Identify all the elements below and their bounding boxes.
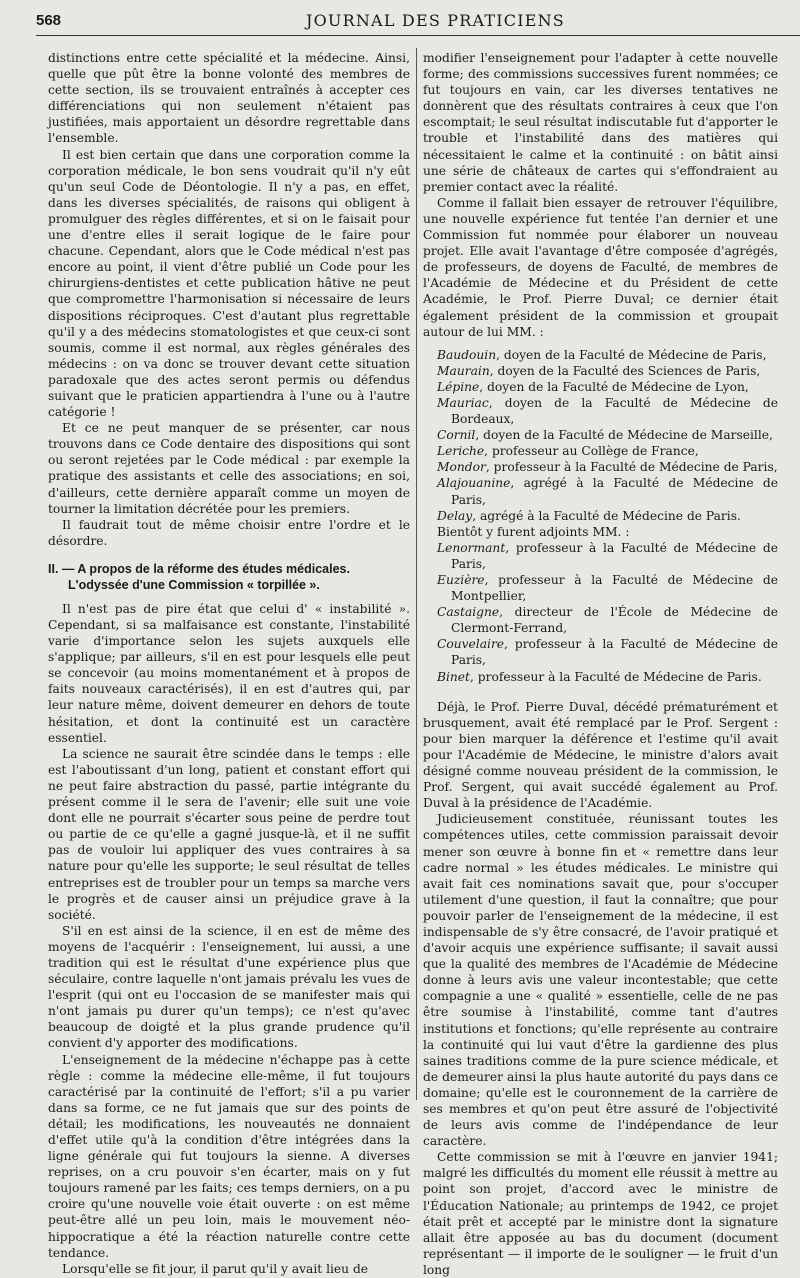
paragraph: Lorsqu'elle se fit jour, il parut qu'il y avait lieu de <box>62 1261 369 1276</box>
paragraph: Et ce ne peut manquer de se présenter, car nous trouvons dans ce Code dentaire des dispositions qui sont ou seront rejetées par le Code médical : par exemple la pratique des assistants et celle des associations; en soi, d'ailleurs, cette dernière apparaît comme un moyen de tourner la limitation décrétée pour les premiers. <box>48 421 410 516</box>
member-title: , agrégé à la Faculté de Médecine de Paris. <box>472 508 741 523</box>
member-title: , professeur à la Faculté de Médecine de Montpellier, <box>451 573 778 604</box>
paragraph: Comme il fallait bien essayer de retrouver l'équilibre, une nouvelle expérience fut tentée l'an dernier et une Commission fut nommée pour élaborer un nouveau projet. Elle avait l'avantage d'être composée d'agrégés, de professeurs, de doyens de Faculté, de membres de l'Académie de Médecine et du Président de cette Académie, le Prof. Pierre Duval; ce dernier était également président de la commission et groupait autour de lui MM. : <box>423 195 778 339</box>
member-entry <box>437 604 778 636</box>
member-title: , directeur de l'École de Médecine de Clermont-Ferrand, <box>451 605 778 636</box>
member-entry <box>437 427 778 443</box>
member-name: Euzière <box>437 573 485 587</box>
journal-title: JOURNAL DES PRATICIENS <box>306 11 565 30</box>
page-number: 568 <box>36 12 62 29</box>
member-name: Baudouin <box>437 347 497 362</box>
section-heading <box>48 561 410 593</box>
member-entry <box>437 508 778 524</box>
commission-members-list <box>437 347 778 685</box>
member-title: , professeur à la Faculté de Médecine de Paris. <box>469 669 762 684</box>
member-name: Lépine <box>437 379 480 394</box>
member-entry <box>437 363 778 379</box>
member-title: , doyen de la Faculté de Médecine de Lyon, <box>479 379 749 394</box>
member-title: , professeur à la Faculté de Médecine de Paris, <box>485 460 778 475</box>
added-members-intro: Bientôt y furent adjoints MM. : <box>437 524 630 539</box>
member-entry <box>437 636 778 668</box>
member-title: , doyen de la Faculté des Sciences de Paris, <box>489 363 761 378</box>
header-rule <box>36 35 800 36</box>
member-title: , professeur à la Faculté de Médecine de Paris, <box>451 637 778 668</box>
paragraph: S'il en est ainsi de la science, il en est de même des moyens de l'acquérir : l'enseignement, lui aussi, a une tradition qui est le résultat d'une expérience plus que séculaire, contre laquelle n'ont jamais prévalu les vues de l'esprit (qui ont eu l'occasion de se manifester mais qui n'ont jamais pu durer qu'un temps); ce n'est qu'avec beaucoup de doigté et la plus grande prudence qu'il convient d'y apporter des modifications. <box>48 923 410 1051</box>
page-header <box>36 8 800 38</box>
member-name: Lenormant <box>437 540 506 555</box>
paragraph: distinctions entre cette spécialité et la médecine. Ainsi, quelle que pût être la bonne volonté des membres de cette section, ils se trouvaient entraînés à accepter ces différenciations qui non seulement n'étaient pas justifiées, mais apportaient un désordre regrettable dans l'ensemble. <box>48 51 410 146</box>
spacer <box>423 689 778 699</box>
paragraph: Déjà, le Prof. Pierre Duval, décédé prématurément et brusquement, avait été remplacé par le Prof. Sergent : pour bien marquer la déférence et l'estime qu'il avait pour l'Académie de Médecine, le ministre d'alors avait désigné comme nouveau président de la commission, le Prof. Sergent, qui avait succédé également au Prof. Duval à la présidence de l'Académie. <box>423 699 778 811</box>
member-name: Castaigne <box>437 605 500 620</box>
section-heading-line-2: L'odyssée d'une Commission « torpillée ». <box>68 577 320 592</box>
paragraph: modifier l'enseignement pour l'adapter à cette nouvelle forme; des commissions successives furent nommées; ce fut toujours en vain, car les diverses tentatives ne donnèrent que des résultats contraires à ceux que l'on escomptait; le seul résultat indiscutable fut d'apporter le trouble et l'instabilité dans des matières qui nécessitaient le calme et la continuité : on bâtit ainsi une série de châteaux de cartes qui s'effondraient au premier contact avec la réalité. <box>423 51 778 194</box>
member-entry <box>437 443 778 459</box>
member-name: Couvelaire <box>437 637 505 652</box>
paragraph: L'enseignement de la médecine n'échappe pas à cette règle : comme la médecine elle-même, il fut toujours caractérisé par la continuité de l'effort; s'il a pu varier dans sa forme, ce ne fut jamais que sur des points de détail; les modifications, les nouveautés ne donnaient d'effet utile qu'à la condition d'être intégrées dans la ligne générale qui fut toujours la sienne. A diverses reprises, on a cru pouvoir s'en écarter, mais on y fut toujours ramené par les faits; ces temps derniers, on a pu croire qu'une nouvelle voie était ouverte : on est même peut-être allé un peu loin, mais le mouvement néo-hippocratique a été la réaction naturelle contre cette tendance. <box>48 1052 410 1260</box>
member-entry <box>437 347 778 363</box>
paragraph: Il faudrait tout de même choisir entre l'ordre et le désordre. <box>48 517 410 548</box>
member-name: Leriche <box>437 444 485 459</box>
paragraph: Il n'est pas de pire état que celui d' « instabilité ». Cependant, si sa malfaisance est constante, l'instabilité varie d'importance selon les sujets auxquels elle s'applique; par ailleurs, s'il en est pour lesquels elle peut se concevoir (au moins momentanément et à propos de faits nouveaux caractérisés), il en est d'autres qui, par leur nature même, doivent demeurer en dehors de toute hésitation, et dont la continuité est un caractère essentiel. <box>48 601 410 745</box>
left-column <box>48 50 410 1277</box>
member-name: Maurain <box>437 363 490 378</box>
member-entry <box>437 572 778 604</box>
section-heading-line-1: II. — A propos de la réforme des études médicales. <box>48 561 350 576</box>
member-name: Mondor <box>437 460 486 475</box>
paragraph: Cette commission se mit à l'œuvre en janvier 1941; malgré les difficultés du moment elle réussit à mettre au point son projet, d'accord avec le ministre de l'Éducation Nationale; au printemps de 1942, ce projet était prêt et accepté par le ministre dont la signature allait être apposée au bas du document (document représentant — il importe de le souligner — le fruit d'un long <box>423 1150 778 1277</box>
right-column <box>423 50 778 1278</box>
member-entry <box>437 395 778 427</box>
member-name: Delay <box>437 508 473 523</box>
member-name: Binet <box>437 669 470 684</box>
member-title: , professeur à la Faculté de Médecine de Paris, <box>451 540 778 571</box>
column-divider <box>416 48 417 1100</box>
member-entry <box>437 459 778 475</box>
member-name: Alajouanine <box>437 476 511 491</box>
member-name: Cornil <box>437 428 476 443</box>
member-title: , professeur au Collège de France, <box>484 444 699 459</box>
member-entry <box>437 540 778 572</box>
member-title: , doyen de la Faculté de Médecine de Bordeaux, <box>451 395 778 427</box>
member-entry <box>437 669 778 685</box>
member-entry <box>437 475 778 507</box>
paragraph: Il est bien certain que dans une corporation comme la corporation médicale, le bon sens voudrait qu'il n'y eût qu'un seul Code de Déontologie. Il n'y a pas, en effet, dans les diverses spécialités, de raisons qui obligent à promulguer des règles différentes, et si on le faisait pour une d'entre elles il serait logique de le faire pour chacune. Cependant, alors que le Code médical n'est pas encore au point, il vient d'être publié un Code pour les chirurgiens-dentistes et cette publication hâtive ne peut que compromettre l'harmonisation si nécessaire de leurs dispositions réciproques. C'est d'autant plus regrettable qu'il y a des médecins stomatologistes et que ceux-ci sont soumis, comme il est normal, aux règles générales des médecins : on va donc se trouver devant cette situation paradoxale que des actes seront permis ou défendus suivant que le praticien appartiendra à l'une ou à l'autre catégorie ! <box>48 147 410 420</box>
member-title: , doyen de la Faculté de Médecine de Marseille, <box>475 428 773 443</box>
member-title: , doyen de la Faculté de Médecine de Paris, <box>496 347 767 362</box>
member-name: Mauriac <box>437 395 489 410</box>
paragraph: La science ne saurait être scindée dans le temps : elle est l'aboutissant d'un long, patient et constant effort qui ne peut faire abstraction du passé, partie intégrante du présent comme il le sera de l'avenir; elle suit une voie dont elle ne pourrait s'écarter sous peine de perdre tout ou partie de ce qu'elle a gagné jusque-là, et il ne suffit pas de vouloir lui appliquer des vues contraires à sa nature pour qu'elle les supporte; le seul résultat de telles entreprises est de troubler pour un temps sa marche vers le progrès et de causer ainsi un préjudice grave à la société. <box>48 746 410 922</box>
member-entry <box>437 379 778 395</box>
member-title: , agrégé à la Faculté de Médecine de Paris, <box>451 476 778 507</box>
paragraph: Judicieusement constituée, réunissant toutes les compétences utiles, cette commission paraissait devoir mener son œuvre à bonne fin et « remettre dans leur cadre normal » les études médicales. Le ministre qui avait fait ces nominations savait que, pour s'occuper utilement d'une question, il faut la connaître; que pour pouvoir parler de l'enseignement de la médecine, il est indispensable de s'y être consacré, de l'avoir pratiqué et d'avoir acquis une expérience suffisante; il savait aussi que la qualité des membres de l'Académie de Médecine donne à leurs avis une valeur incontestable; que cette compagnie a une « qualité » essentielle, celle de ne pas être soumise à l'instabilité, comme tant d'autres institutions et fonctions; qu'elle représente au contraire la continuité qui lui vaut d'être la gardienne des plus saines traditions comme de la pure science médicale, et de demeurer ainsi la plus haute autorité du pays dans ce domaine; qu'elle est le couronnement de la carrière de ses membres et qu'on peut être assuré de l'objectivité de leurs avis comme de l'indépendance de leur caractère. <box>423 812 778 1149</box>
